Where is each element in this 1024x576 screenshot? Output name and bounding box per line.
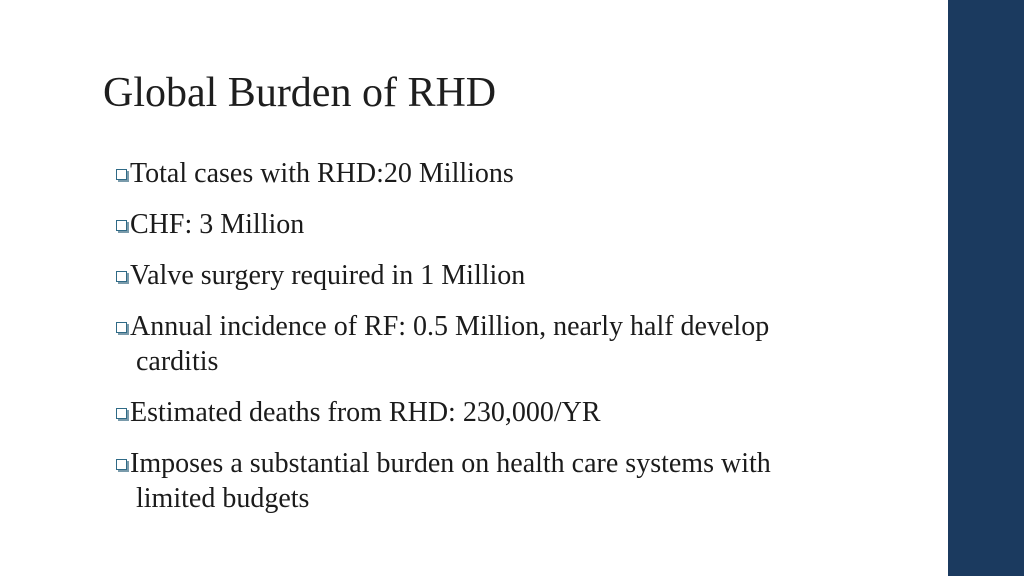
square-bullet-icon xyxy=(116,459,127,470)
square-bullet-icon xyxy=(116,408,127,419)
square-bullet-icon xyxy=(116,322,127,333)
square-bullet-icon xyxy=(116,271,127,282)
bullet-text: Estimated deaths from RHD: 230,000/YR xyxy=(130,397,601,428)
bullet-text: Annual incidence of RF: 0.5 Million, nearly half develop carditis xyxy=(130,311,770,377)
bullet-item xyxy=(114,309,834,379)
bullet-text: Total cases with RHD:20 Millions xyxy=(130,158,514,189)
square-bullet-icon xyxy=(116,169,127,180)
bullet-text: Imposes a substantial burden on health care systems with limited budgets xyxy=(130,448,771,514)
slide-title: Global Burden of RHD xyxy=(103,70,497,116)
bullet-item xyxy=(114,446,834,516)
bullet-text: CHF: 3 Million xyxy=(130,209,305,240)
bullet-text: Valve surgery required in 1 Million xyxy=(130,260,526,291)
bullet-item xyxy=(114,156,834,191)
bullet-list xyxy=(114,156,834,532)
bullet-item xyxy=(114,207,834,242)
bullet-item xyxy=(114,395,834,430)
bullet-item xyxy=(114,258,834,293)
accent-side-bar xyxy=(948,0,1024,576)
square-bullet-icon xyxy=(116,220,127,231)
